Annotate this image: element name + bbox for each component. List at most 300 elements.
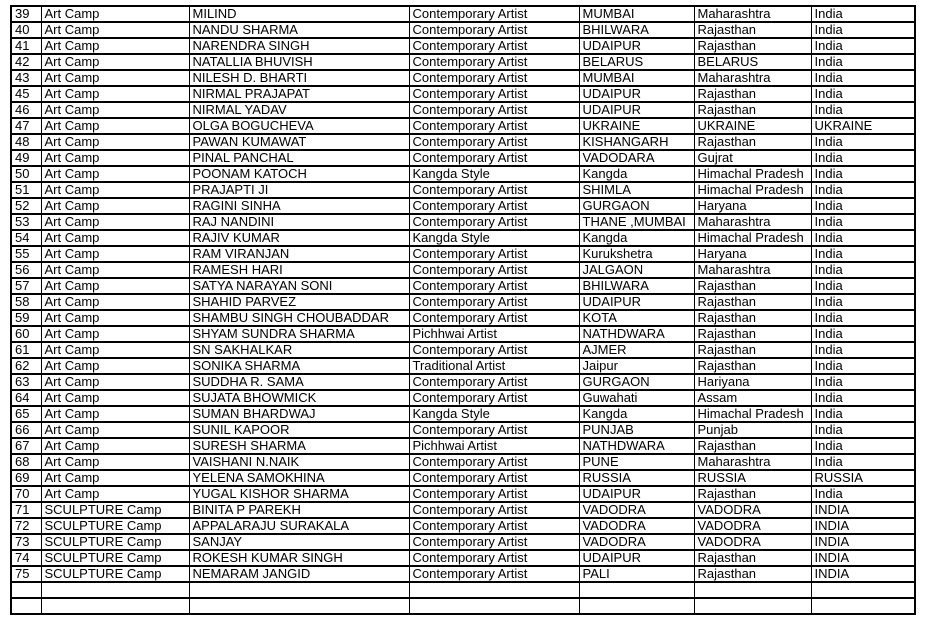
- table-row: [11, 294, 915, 310]
- cell-serial-no: 45: [11, 86, 41, 102]
- cell-serial-no: 71: [11, 502, 41, 518]
- cell-serial-no: 73: [11, 534, 41, 550]
- cell-country: India: [811, 406, 915, 422]
- cell-state: Himachal Pradesh: [694, 406, 811, 422]
- cell-state: Rajasthan: [694, 550, 811, 566]
- cell-camp-type: Art Camp: [41, 70, 189, 86]
- cell-serial-no: 66: [11, 422, 41, 438]
- cell-serial-no: 46: [11, 102, 41, 118]
- cell-serial-no: 43: [11, 70, 41, 86]
- cell-camp-type: SCULPTURE Camp: [41, 566, 189, 582]
- cell-camp-type: Art Camp: [41, 198, 189, 214]
- table-row: [11, 502, 915, 518]
- cell-serial-no: 65: [11, 406, 41, 422]
- cell-serial-no: 48: [11, 134, 41, 150]
- cell-serial-no: 68: [11, 454, 41, 470]
- cell-artist-name: PAWAN KUMAWAT: [189, 134, 409, 150]
- cell-camp-type: Art Camp: [41, 230, 189, 246]
- cell-artist-name: RAMESH HARI: [189, 262, 409, 278]
- cell-city: MUMBAI: [579, 70, 694, 86]
- cell-state: Himachal Pradesh: [694, 166, 811, 182]
- cell-artist-type: Contemporary Artist: [409, 22, 579, 38]
- cell-city: Kangda: [579, 406, 694, 422]
- cell-city: Kangda: [579, 230, 694, 246]
- cell-serial-no: 42: [11, 54, 41, 70]
- cell-country: India: [811, 486, 915, 502]
- cell-artist-type: Traditional Artist: [409, 358, 579, 374]
- cell-country: India: [811, 438, 915, 454]
- cell-artist-name: SUDDHA R. SAMA: [189, 374, 409, 390]
- cell-city: SHIMLA: [579, 182, 694, 198]
- cell-country: India: [811, 150, 915, 166]
- cell-artist-name: NIRMAL PRAJAPAT: [189, 86, 409, 102]
- cell-artist-type: Contemporary Artist: [409, 550, 579, 566]
- cell-serial-no: 50: [11, 166, 41, 182]
- cell-country: India: [811, 54, 915, 70]
- cell-artist-type: Kangda Style: [409, 406, 579, 422]
- cell-city: UDAIPUR: [579, 86, 694, 102]
- cell-state: Haryana: [694, 198, 811, 214]
- table-row: [11, 22, 915, 38]
- cell-state: Rajasthan: [694, 486, 811, 502]
- cell-artist-type: Contemporary Artist: [409, 118, 579, 134]
- cell-state: Himachal Pradesh: [694, 230, 811, 246]
- cell-camp-type: SCULPTURE Camp: [41, 550, 189, 566]
- cell-artist-name: SUJATA BHOWMICK: [189, 390, 409, 406]
- cell-state: VADODRA: [694, 518, 811, 534]
- cell-country: India: [811, 22, 915, 38]
- cell-camp-type: Art Camp: [41, 326, 189, 342]
- cell-country: India: [811, 70, 915, 86]
- cell-artist-type: Contemporary Artist: [409, 502, 579, 518]
- cell-serial-no: 40: [11, 22, 41, 38]
- table-row: [11, 582, 915, 598]
- cell-state: Hariyana: [694, 374, 811, 390]
- table-row: [11, 566, 915, 582]
- cell-serial-no: [11, 582, 41, 598]
- cell-serial-no: 70: [11, 486, 41, 502]
- cell-country: India: [811, 278, 915, 294]
- table-row: [11, 38, 915, 54]
- cell-artist-name: ROKESH KUMAR SINGH: [189, 550, 409, 566]
- cell-country: India: [811, 166, 915, 182]
- cell-country: India: [811, 390, 915, 406]
- cell-state: Rajasthan: [694, 22, 811, 38]
- cell-artist-name: POONAM KATOCH: [189, 166, 409, 182]
- cell-artist-name: SHAHID PARVEZ: [189, 294, 409, 310]
- cell-camp-type: Art Camp: [41, 22, 189, 38]
- cell-artist-type: Contemporary Artist: [409, 278, 579, 294]
- cell-camp-type: Art Camp: [41, 118, 189, 134]
- cell-city: Jaipur: [579, 358, 694, 374]
- cell-artist-name: [189, 598, 409, 614]
- cell-artist-name: NATALLIA BHUVISH: [189, 54, 409, 70]
- cell-serial-no: 67: [11, 438, 41, 454]
- cell-serial-no: 56: [11, 262, 41, 278]
- table-row: [11, 54, 915, 70]
- cell-state: Punjab: [694, 422, 811, 438]
- cell-state: Rajasthan: [694, 326, 811, 342]
- cell-artist-name: PINAL PANCHAL: [189, 150, 409, 166]
- table-row: [11, 182, 915, 198]
- cell-camp-type: Art Camp: [41, 150, 189, 166]
- cell-artist-type: Contemporary Artist: [409, 150, 579, 166]
- cell-artist-type: [409, 582, 579, 598]
- cell-city: NATHDWARA: [579, 438, 694, 454]
- cell-artist-type: Contemporary Artist: [409, 182, 579, 198]
- cell-state: Assam: [694, 390, 811, 406]
- cell-camp-type: Art Camp: [41, 102, 189, 118]
- cell-artist-type: Contemporary Artist: [409, 454, 579, 470]
- cell-artist-type: Kangda Style: [409, 166, 579, 182]
- table-row: [11, 598, 915, 614]
- cell-country: India: [811, 326, 915, 342]
- cell-artist-name: OLGA BOGUCHEVA: [189, 118, 409, 134]
- cell-camp-type: Art Camp: [41, 214, 189, 230]
- cell-state: Rajasthan: [694, 342, 811, 358]
- cell-state: Rajasthan: [694, 294, 811, 310]
- table-row: [11, 118, 915, 134]
- cell-artist-type: Contemporary Artist: [409, 534, 579, 550]
- cell-artist-name: RAJ NANDINI: [189, 214, 409, 230]
- cell-state: Himachal Pradesh: [694, 182, 811, 198]
- cell-country: India: [811, 38, 915, 54]
- cell-camp-type: Art Camp: [41, 470, 189, 486]
- cell-camp-type: Art Camp: [41, 358, 189, 374]
- cell-artist-name: NIRMAL YADAV: [189, 102, 409, 118]
- cell-artist-name: [189, 582, 409, 598]
- cell-city: RUSSIA: [579, 470, 694, 486]
- cell-state: BELARUS: [694, 54, 811, 70]
- cell-serial-no: 75: [11, 566, 41, 582]
- cell-city: PUNE: [579, 454, 694, 470]
- table-row: [11, 86, 915, 102]
- table-row: [11, 166, 915, 182]
- cell-city: VADODRA: [579, 534, 694, 550]
- cell-camp-type: Art Camp: [41, 278, 189, 294]
- cell-city: GURGAON: [579, 374, 694, 390]
- cell-country: INDIA: [811, 566, 915, 582]
- cell-camp-type: Art Camp: [41, 310, 189, 326]
- cell-country: India: [811, 134, 915, 150]
- cell-artist-type: Contemporary Artist: [409, 86, 579, 102]
- cell-serial-no: 49: [11, 150, 41, 166]
- cell-state: Gujrat: [694, 150, 811, 166]
- cell-city: KISHANGARH: [579, 134, 694, 150]
- cell-camp-type: Art Camp: [41, 86, 189, 102]
- cell-city: UDAIPUR: [579, 550, 694, 566]
- cell-artist-name: NILESH D. BHARTI: [189, 70, 409, 86]
- cell-city: Kurukshetra: [579, 246, 694, 262]
- cell-camp-type: [41, 582, 189, 598]
- cell-artist-name: NEMARAM JANGID: [189, 566, 409, 582]
- cell-camp-type: Art Camp: [41, 390, 189, 406]
- cell-camp-type: Art Camp: [41, 262, 189, 278]
- cell-country: India: [811, 214, 915, 230]
- cell-country: India: [811, 262, 915, 278]
- cell-camp-type: Art Camp: [41, 406, 189, 422]
- cell-artist-name: BINITA P PAREKH: [189, 502, 409, 518]
- cell-state: RUSSIA: [694, 470, 811, 486]
- cell-artist-type: Contemporary Artist: [409, 486, 579, 502]
- cell-artist-name: RAGINI SINHA: [189, 198, 409, 214]
- cell-country: India: [811, 246, 915, 262]
- cell-state: Haryana: [694, 246, 811, 262]
- cell-serial-no: 47: [11, 118, 41, 134]
- cell-artist-type: Contemporary Artist: [409, 422, 579, 438]
- cell-artist-type: Contemporary Artist: [409, 566, 579, 582]
- cell-serial-no: 51: [11, 182, 41, 198]
- cell-artist-name: YUGAL KISHOR SHARMA: [189, 486, 409, 502]
- cell-artist-type: [409, 598, 579, 614]
- table-row: [11, 438, 915, 454]
- table-row: [11, 390, 915, 406]
- cell-serial-no: 57: [11, 278, 41, 294]
- cell-artist-type: Contemporary Artist: [409, 374, 579, 390]
- cell-state: Maharashtra: [694, 6, 811, 22]
- cell-country: [811, 582, 915, 598]
- cell-state: VADODRA: [694, 502, 811, 518]
- cell-serial-no: 62: [11, 358, 41, 374]
- cell-country: RUSSIA: [811, 470, 915, 486]
- cell-artist-type: Contemporary Artist: [409, 70, 579, 86]
- table-row: [11, 534, 915, 550]
- cell-country: India: [811, 454, 915, 470]
- cell-city: THANE ,MUMBAI: [579, 214, 694, 230]
- cell-camp-type: Art Camp: [41, 246, 189, 262]
- cell-city: AJMER: [579, 342, 694, 358]
- cell-country: India: [811, 422, 915, 438]
- cell-city: PALI: [579, 566, 694, 582]
- cell-artist-name: PRAJAPTI JI: [189, 182, 409, 198]
- table-row: [11, 550, 915, 566]
- cell-state: Rajasthan: [694, 438, 811, 454]
- cell-artist-name: RAM VIRANJAN: [189, 246, 409, 262]
- cell-city: Kangda: [579, 166, 694, 182]
- cell-camp-type: Art Camp: [41, 166, 189, 182]
- cell-city: JALGAON: [579, 262, 694, 278]
- cell-artist-type: Contemporary Artist: [409, 6, 579, 22]
- cell-state: [694, 582, 811, 598]
- artist-table-body: [11, 6, 915, 614]
- cell-artist-name: MILIND: [189, 6, 409, 22]
- cell-artist-name: NARENDRA SINGH: [189, 38, 409, 54]
- cell-artist-name: RAJIV KUMAR: [189, 230, 409, 246]
- cell-artist-type: Contemporary Artist: [409, 134, 579, 150]
- document-page: [10, 5, 926, 615]
- cell-artist-type: Contemporary Artist: [409, 470, 579, 486]
- cell-artist-type: Pichhwai Artist: [409, 438, 579, 454]
- cell-city: [579, 582, 694, 598]
- cell-camp-type: SCULPTURE Camp: [41, 502, 189, 518]
- cell-artist-type: Contemporary Artist: [409, 310, 579, 326]
- cell-city: Guwahati: [579, 390, 694, 406]
- cell-camp-type: Art Camp: [41, 454, 189, 470]
- table-row: [11, 342, 915, 358]
- cell-country: India: [811, 230, 915, 246]
- cell-artist-name: SHYAM SUNDRA SHARMA: [189, 326, 409, 342]
- cell-state: Maharashtra: [694, 262, 811, 278]
- cell-artist-type: Contemporary Artist: [409, 38, 579, 54]
- cell-camp-type: Art Camp: [41, 38, 189, 54]
- cell-city: [579, 598, 694, 614]
- cell-serial-no: 52: [11, 198, 41, 214]
- cell-state: Maharashtra: [694, 70, 811, 86]
- table-row: [11, 198, 915, 214]
- cell-country: INDIA: [811, 550, 915, 566]
- cell-country: INDIA: [811, 502, 915, 518]
- cell-camp-type: Art Camp: [41, 422, 189, 438]
- cell-serial-no: 60: [11, 326, 41, 342]
- cell-city: GURGAON: [579, 198, 694, 214]
- cell-camp-type: Art Camp: [41, 54, 189, 70]
- cell-city: UDAIPUR: [579, 38, 694, 54]
- table-row: [11, 406, 915, 422]
- cell-camp-type: Art Camp: [41, 182, 189, 198]
- cell-city: KOTA: [579, 310, 694, 326]
- cell-state: Rajasthan: [694, 358, 811, 374]
- cell-artist-name: APPALARAJU SURAKALA: [189, 518, 409, 534]
- table-row: [11, 470, 915, 486]
- cell-serial-no: 55: [11, 246, 41, 262]
- cell-country: India: [811, 198, 915, 214]
- cell-artist-name: SHAMBU SINGH CHOUBADDAR: [189, 310, 409, 326]
- cell-state: Rajasthan: [694, 134, 811, 150]
- cell-camp-type: Art Camp: [41, 486, 189, 502]
- cell-serial-no: 41: [11, 38, 41, 54]
- cell-artist-type: Contemporary Artist: [409, 102, 579, 118]
- cell-serial-no: 61: [11, 342, 41, 358]
- cell-country: India: [811, 6, 915, 22]
- cell-camp-type: [41, 598, 189, 614]
- cell-city: VADODRA: [579, 502, 694, 518]
- table-row: [11, 278, 915, 294]
- cell-city: BELARUS: [579, 54, 694, 70]
- cell-country: INDIA: [811, 518, 915, 534]
- table-row: [11, 214, 915, 230]
- cell-country: India: [811, 310, 915, 326]
- table-row: [11, 150, 915, 166]
- cell-city: UKRAINE: [579, 118, 694, 134]
- cell-serial-no: 53: [11, 214, 41, 230]
- cell-city: UDAIPUR: [579, 102, 694, 118]
- cell-camp-type: Art Camp: [41, 294, 189, 310]
- cell-artist-type: Kangda Style: [409, 230, 579, 246]
- table-row: [11, 262, 915, 278]
- cell-country: UKRAINE: [811, 118, 915, 134]
- cell-city: BHILWARA: [579, 278, 694, 294]
- cell-country: India: [811, 358, 915, 374]
- table-row: [11, 246, 915, 262]
- cell-city: PUNJAB: [579, 422, 694, 438]
- cell-city: VADODARA: [579, 150, 694, 166]
- cell-city: UDAIPUR: [579, 294, 694, 310]
- cell-country: [811, 598, 915, 614]
- cell-state: Rajasthan: [694, 310, 811, 326]
- table-row: [11, 70, 915, 86]
- table-row: [11, 6, 915, 22]
- cell-artist-type: Contemporary Artist: [409, 214, 579, 230]
- cell-artist-name: SURESH SHARMA: [189, 438, 409, 454]
- table-row: [11, 102, 915, 118]
- cell-state: UKRAINE: [694, 118, 811, 134]
- cell-city: MUMBAI: [579, 6, 694, 22]
- cell-state: Maharashtra: [694, 214, 811, 230]
- cell-state: Maharashtra: [694, 454, 811, 470]
- cell-state: Rajasthan: [694, 86, 811, 102]
- cell-state: [694, 598, 811, 614]
- cell-camp-type: Art Camp: [41, 374, 189, 390]
- cell-city: BHILWARA: [579, 22, 694, 38]
- cell-city: NATHDWARA: [579, 326, 694, 342]
- cell-artist-name: VAISHANI N.NAIK: [189, 454, 409, 470]
- cell-artist-type: Contemporary Artist: [409, 518, 579, 534]
- cell-serial-no: 54: [11, 230, 41, 246]
- cell-artist-type: Contemporary Artist: [409, 246, 579, 262]
- cell-artist-type: Contemporary Artist: [409, 198, 579, 214]
- cell-serial-no: 63: [11, 374, 41, 390]
- cell-country: India: [811, 294, 915, 310]
- cell-state: Rajasthan: [694, 566, 811, 582]
- cell-artist-name: SUMAN BHARDWAJ: [189, 406, 409, 422]
- cell-camp-type: SCULPTURE Camp: [41, 534, 189, 550]
- cell-country: India: [811, 86, 915, 102]
- cell-country: India: [811, 182, 915, 198]
- cell-artist-name: SANJAY: [189, 534, 409, 550]
- cell-artist-type: Contemporary Artist: [409, 262, 579, 278]
- cell-state: Rajasthan: [694, 278, 811, 294]
- cell-serial-no: 74: [11, 550, 41, 566]
- table-row: [11, 134, 915, 150]
- table-row: [11, 422, 915, 438]
- cell-artist-type: Contemporary Artist: [409, 390, 579, 406]
- table-row: [11, 230, 915, 246]
- cell-serial-no: 58: [11, 294, 41, 310]
- cell-artist-type: Contemporary Artist: [409, 54, 579, 70]
- cell-camp-type: SCULPTURE Camp: [41, 518, 189, 534]
- cell-camp-type: Art Camp: [41, 342, 189, 358]
- cell-artist-name: NANDU SHARMA: [189, 22, 409, 38]
- cell-camp-type: Art Camp: [41, 438, 189, 454]
- cell-artist-name: YELENA SAMOKHINA: [189, 470, 409, 486]
- table-row: [11, 358, 915, 374]
- cell-country: INDIA: [811, 534, 915, 550]
- cell-serial-no: [11, 598, 41, 614]
- cell-artist-name: SONIKA SHARMA: [189, 358, 409, 374]
- table-row: [11, 326, 915, 342]
- cell-city: UDAIPUR: [579, 486, 694, 502]
- cell-artist-type: Pichhwai Artist: [409, 326, 579, 342]
- cell-artist-type: Contemporary Artist: [409, 342, 579, 358]
- cell-state: Rajasthan: [694, 102, 811, 118]
- table-row: [11, 518, 915, 534]
- cell-artist-name: SN SAKHALKAR: [189, 342, 409, 358]
- cell-country: India: [811, 102, 915, 118]
- cell-state: VADODRA: [694, 534, 811, 550]
- cell-serial-no: 69: [11, 470, 41, 486]
- table-row: [11, 310, 915, 326]
- cell-serial-no: 64: [11, 390, 41, 406]
- cell-country: India: [811, 342, 915, 358]
- table-row: [11, 486, 915, 502]
- table-row: [11, 454, 915, 470]
- cell-serial-no: 59: [11, 310, 41, 326]
- cell-city: VADODRA: [579, 518, 694, 534]
- cell-artist-type: Contemporary Artist: [409, 294, 579, 310]
- cell-artist-name: SUNIL KAPOOR: [189, 422, 409, 438]
- cell-camp-type: Art Camp: [41, 134, 189, 150]
- cell-country: India: [811, 374, 915, 390]
